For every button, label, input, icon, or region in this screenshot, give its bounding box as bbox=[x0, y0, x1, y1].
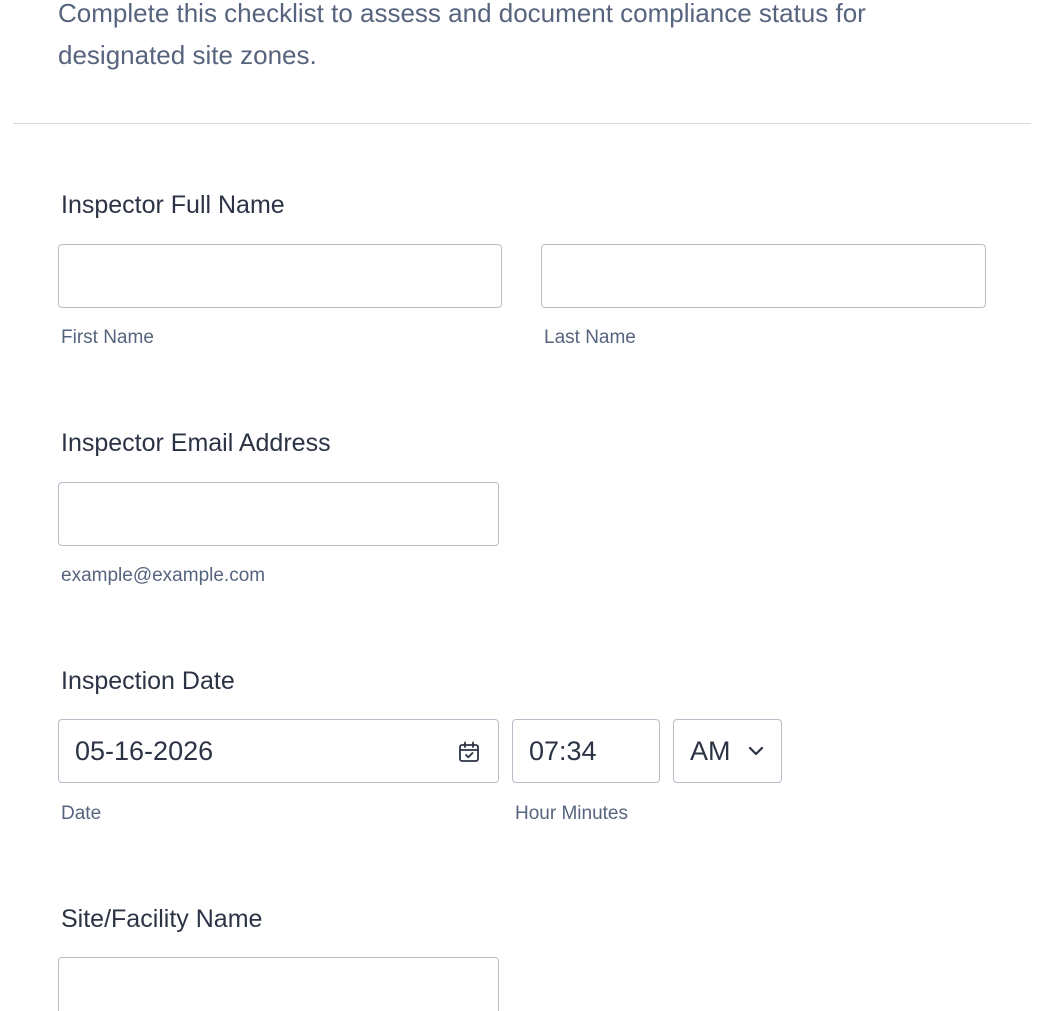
time-sublabel: Hour Minutes bbox=[515, 803, 628, 824]
ampm-value: AM bbox=[690, 735, 731, 766]
form-description: Complete this checklist to assess and document compliance status for designated site zones. bbox=[58, 0, 866, 70]
time-input[interactable]: 07:34 bbox=[512, 719, 660, 783]
last-name-input[interactable] bbox=[541, 244, 986, 308]
chevron-down-icon bbox=[747, 744, 765, 758]
section-divider bbox=[13, 123, 1031, 124]
inspector-email-label: Inspector Email Address bbox=[61, 429, 331, 457]
last-name-sublabel: Last Name bbox=[544, 327, 636, 348]
email-input[interactable] bbox=[58, 482, 499, 546]
ampm-select[interactable] bbox=[673, 719, 782, 783]
site-name-label: Site/Facility Name bbox=[61, 905, 263, 933]
inspector-name-label: Inspector Full Name bbox=[61, 191, 285, 219]
date-input[interactable] bbox=[58, 719, 499, 783]
date-value: 05-16-2026 bbox=[75, 735, 214, 766]
site-name-input[interactable] bbox=[58, 957, 499, 1011]
first-name-input[interactable] bbox=[58, 244, 502, 308]
first-name-sublabel: First Name bbox=[61, 327, 154, 348]
email-sublabel: example@example.com bbox=[61, 565, 266, 586]
inspection-date-label: Inspection Date bbox=[61, 667, 235, 695]
calendar-icon[interactable] bbox=[457, 740, 481, 764]
date-sublabel: Date bbox=[61, 803, 102, 824]
